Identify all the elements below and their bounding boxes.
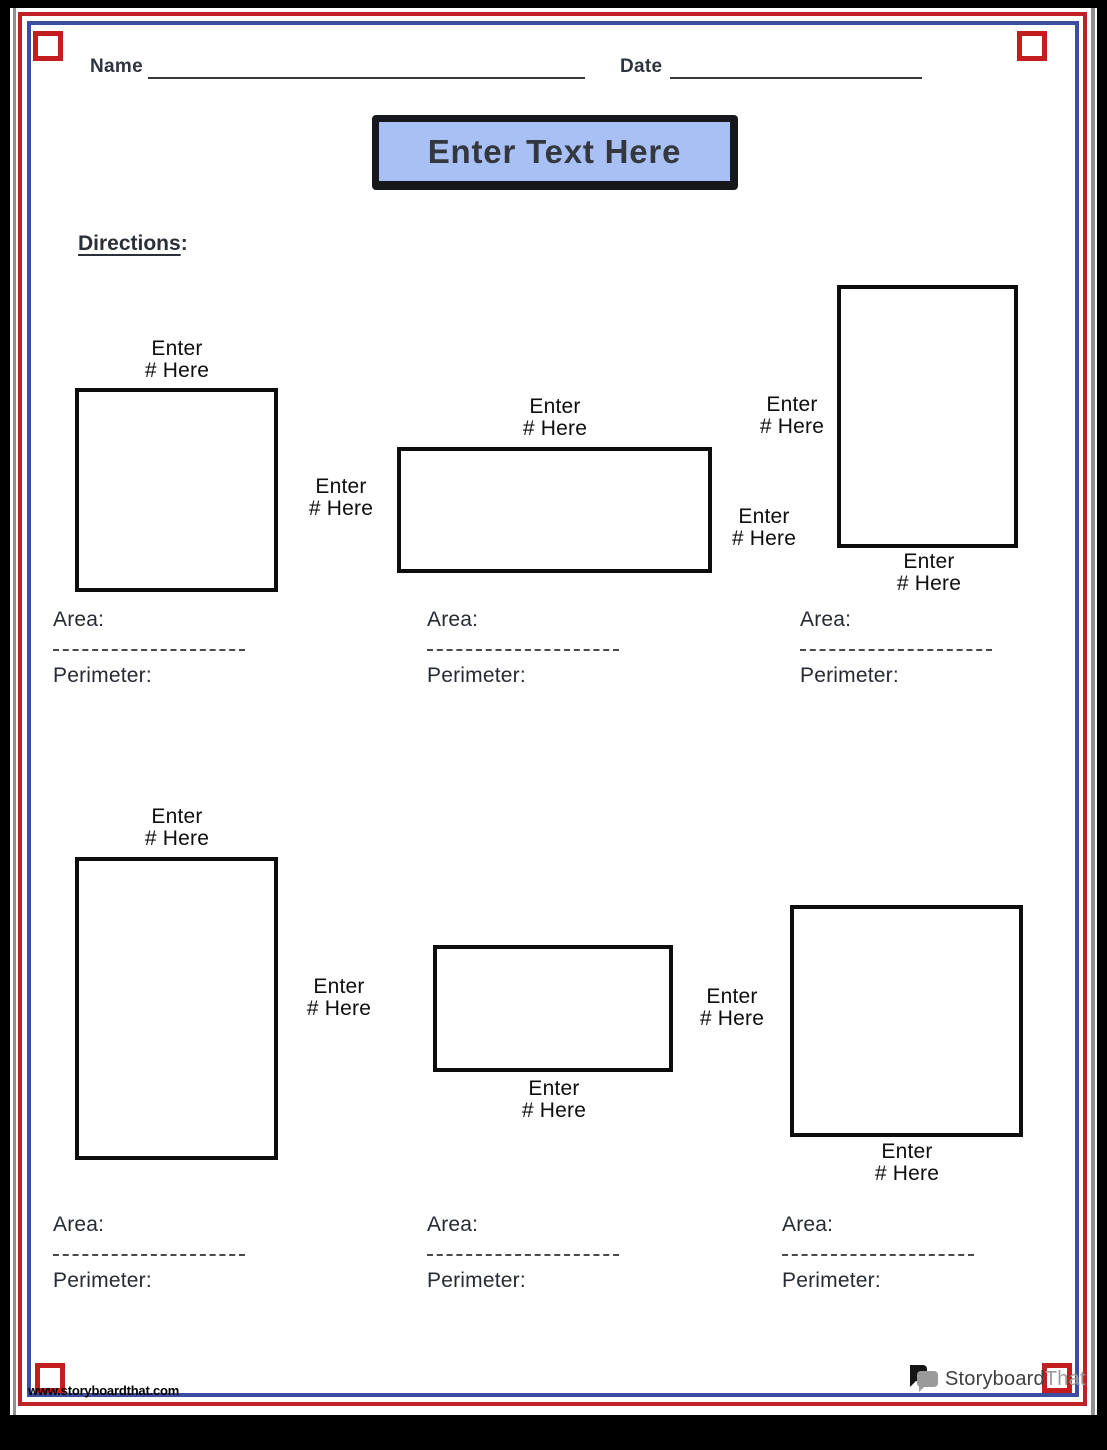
- directions-heading: [78, 232, 188, 256]
- name-label: Name: [90, 56, 143, 77]
- directions-colon: :: [180, 232, 188, 255]
- area-label: Area:: [427, 608, 479, 631]
- worksheet-page: [10, 8, 1097, 1415]
- area-label: Area:: [53, 608, 105, 631]
- storyboardthat-logo: [906, 1365, 1086, 1393]
- perimeter-label: Perimeter:: [53, 664, 152, 687]
- area-answer-line[interactable]: [53, 649, 245, 651]
- dimension-label-shape5-right[interactable]: Enter # Here: [699, 985, 765, 1030]
- dimension-label-shape4-right[interactable]: Enter # Here: [306, 975, 372, 1020]
- dimension-label-shape2-top[interactable]: Enter # Here: [522, 395, 588, 440]
- dimension-label-shape5-bottom[interactable]: Enter # Here: [521, 1077, 587, 1122]
- area-label: Area:: [782, 1213, 834, 1236]
- dimension-label-shape1-right[interactable]: Enter # Here: [308, 475, 374, 520]
- shape-rectangle-1: [75, 388, 278, 592]
- perimeter-label: Perimeter:: [782, 1269, 881, 1292]
- shape-rectangle-6: [790, 905, 1023, 1137]
- dimension-label-shape6-bottom[interactable]: Enter # Here: [874, 1140, 940, 1185]
- shape-rectangle-4: [75, 857, 278, 1160]
- dimension-label-shape3-bottom[interactable]: Enter # Here: [896, 550, 962, 595]
- dimension-label-shape2-right[interactable]: Enter # Here: [731, 505, 797, 550]
- worksheet-title-text: Enter Text Here: [427, 132, 682, 170]
- shape-rectangle-5: [433, 945, 673, 1072]
- date-input-line[interactable]: [670, 77, 922, 79]
- dimension-label-shape4-top[interactable]: Enter # Here: [144, 805, 210, 850]
- corner-marker-top-right: [1017, 31, 1047, 61]
- answer-block-3: [800, 608, 1030, 688]
- area-answer-line[interactable]: [53, 1254, 245, 1256]
- answer-block-6: [782, 1213, 1012, 1293]
- site-url: www.storyboardthat.com: [28, 1383, 180, 1398]
- area-label: Area:: [800, 608, 852, 631]
- inner-blue-frame: [27, 21, 1079, 1397]
- name-input-line[interactable]: [148, 77, 585, 79]
- worksheet-title-box[interactable]: [372, 115, 738, 190]
- directions-word: Directions: [78, 232, 181, 255]
- area-answer-line[interactable]: [427, 649, 619, 651]
- area-answer-line[interactable]: [782, 1254, 974, 1256]
- dimension-label-shape1-top[interactable]: Enter # Here: [144, 337, 210, 382]
- answer-block-1: [53, 608, 283, 688]
- perimeter-label: Perimeter:: [427, 1269, 526, 1292]
- shape-rectangle-3: [837, 285, 1018, 548]
- area-answer-line[interactable]: [800, 649, 992, 651]
- perimeter-label: Perimeter:: [800, 664, 899, 687]
- answer-block-4: [53, 1213, 283, 1293]
- page-shadow-right: [1091, 8, 1095, 1415]
- area-label: Area:: [53, 1213, 105, 1236]
- corner-marker-top-left: [33, 31, 63, 61]
- dimension-label-shape3-left[interactable]: Enter # Here: [759, 393, 825, 438]
- brand-text: StoryboardThat: [945, 1367, 1086, 1390]
- speech-bubbles-icon: [906, 1365, 940, 1393]
- shape-rectangle-2: [397, 447, 712, 573]
- answer-block-2: [427, 608, 657, 688]
- page-shadow-left: [13, 8, 16, 1415]
- perimeter-label: Perimeter:: [427, 664, 526, 687]
- area-answer-line[interactable]: [427, 1254, 619, 1256]
- answer-block-5: [427, 1213, 657, 1293]
- perimeter-label: Perimeter:: [53, 1269, 152, 1292]
- date-label: Date: [620, 56, 663, 77]
- area-label: Area:: [427, 1213, 479, 1236]
